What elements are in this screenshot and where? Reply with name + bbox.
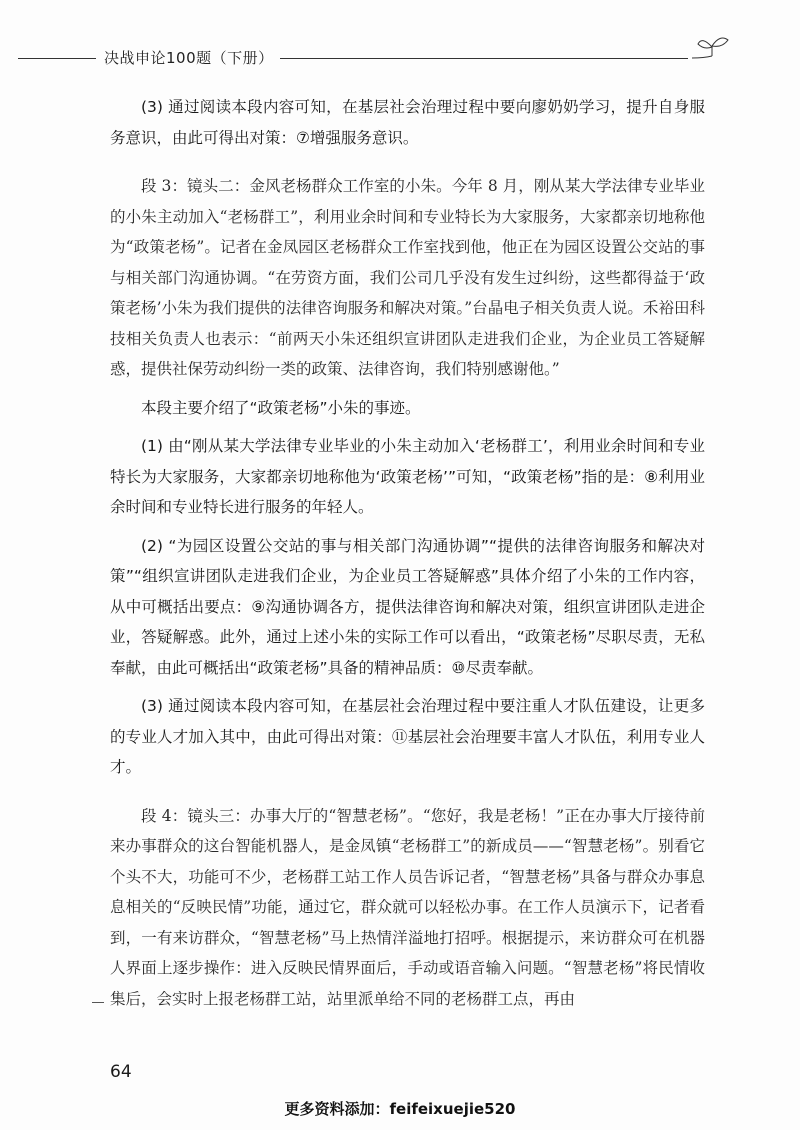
header-rule-left (18, 58, 96, 59)
running-header (18, 44, 778, 74)
page-number: 64 (110, 1062, 132, 1082)
paragraph-source-4: 段 4：镜头三：办事大厅的“智慧老杨”。“您好，我是老杨！”正在办事大厅接待前来办事群众的这台智能机器人，是金凤镇“老杨群工”的新成员——“智慧老杨”。别看它个头不大，功能可不少，老杨群工站工作人员告诉记者，“智慧老杨”具备与群众办事息息相关的“反映民情”功能，通过它，群众就可以轻松办事。在工作人员演示下，记者看到，一有来访群众，“智慧老杨”马上热情洋溢地打招呼。根据提示，来访群众可在机器人界面上逐步操作：进入反映民情界面后，手动或语音输入问题。“智慧老杨”将民情收集后，会实时上报老杨群工站，站里派单给不同的老杨群工点，再由 (110, 806, 705, 1008)
paragraph-point-1: (1) 由“刚从某大学法律专业毕业的小朱主动加入‘老杨群工’，利用业余时间和专业特长为大家服务，大家都亲切地称他为‘政策老杨’”可知，“政策老杨”指的是：⑧利用业余时间和专业特长进行服务的年轻人。 (110, 437, 705, 516)
scan-mark (92, 1002, 104, 1003)
paragraph-point-3: (3) 通过阅读本段内容可知，在基层社会治理过程中要注重人才队伍建设，让更多的专业人才加入其中，由此可得出对策：⑪基层社会治理要丰富人才队伍，利用专业人才。 (110, 697, 705, 776)
paragraph-analysis-3: (3) 通过阅读本段内容可知，在基层社会治理过程中要向廖奶奶学习，提升自身服务意识，由此可得出对策：⑦增强服务意识。 (110, 98, 705, 147)
book-title: 决战申论100题（下册） (104, 49, 274, 67)
page-body (110, 92, 705, 1022)
paragraph-source-3: 段 3：镜头二：金风老杨群众工作室的小朱。今年 8 月，刚从某大学法律专业毕业的小朱主动加入“老杨群工”，利用业余时间和专业特长为大家服务，大家都亲切地称他为“政策老杨”。记者在金凤园区老杨群众工作室找到他，他正在为园区设置公交站的事与相关部门沟通协调。“在劳资方面，我们公司几乎没有发生过纠纷，这些都得益于‘政策老杨’小朱为我们提供的法律咨询服务和解决对策。”台晶电子相关负责人说。禾裕田科技相关负责人也表示：“前两天小朱还组织宣讲团队走进我们企业，为企业员工答疑解惑，提供社保劳动纠纷一类的政策、法律咨询，我们特别感谢他。” (110, 177, 705, 378)
sprout-icon (690, 34, 734, 64)
header-rule-right (280, 58, 688, 59)
paragraph-point-2: (2) “为园区设置公交站的事与相关部门沟通协调”“提供的法律咨询服务和解决对策”“组织宣讲团队走进我们企业，为企业员工答疑解惑”具体介绍了小朱的工作内容，从中可概括出要点：⑨沟通协调各方，提供法律咨询和解决对策，组织宣讲团队走进企业，答疑解惑。此外，通过上述小朱的实际工作可以看出，“政策老杨”尽职尽责，无私奉献，由此可概括出“政策老杨”具备的精神品质：⑩尽责奉献。 (110, 536, 705, 677)
footer-note: 更多资料添加：feifeixuejie520 (284, 1100, 516, 1118)
paragraph-summary: 本段主要介绍了“政策老杨”小朱的事迹。 (141, 398, 421, 417)
